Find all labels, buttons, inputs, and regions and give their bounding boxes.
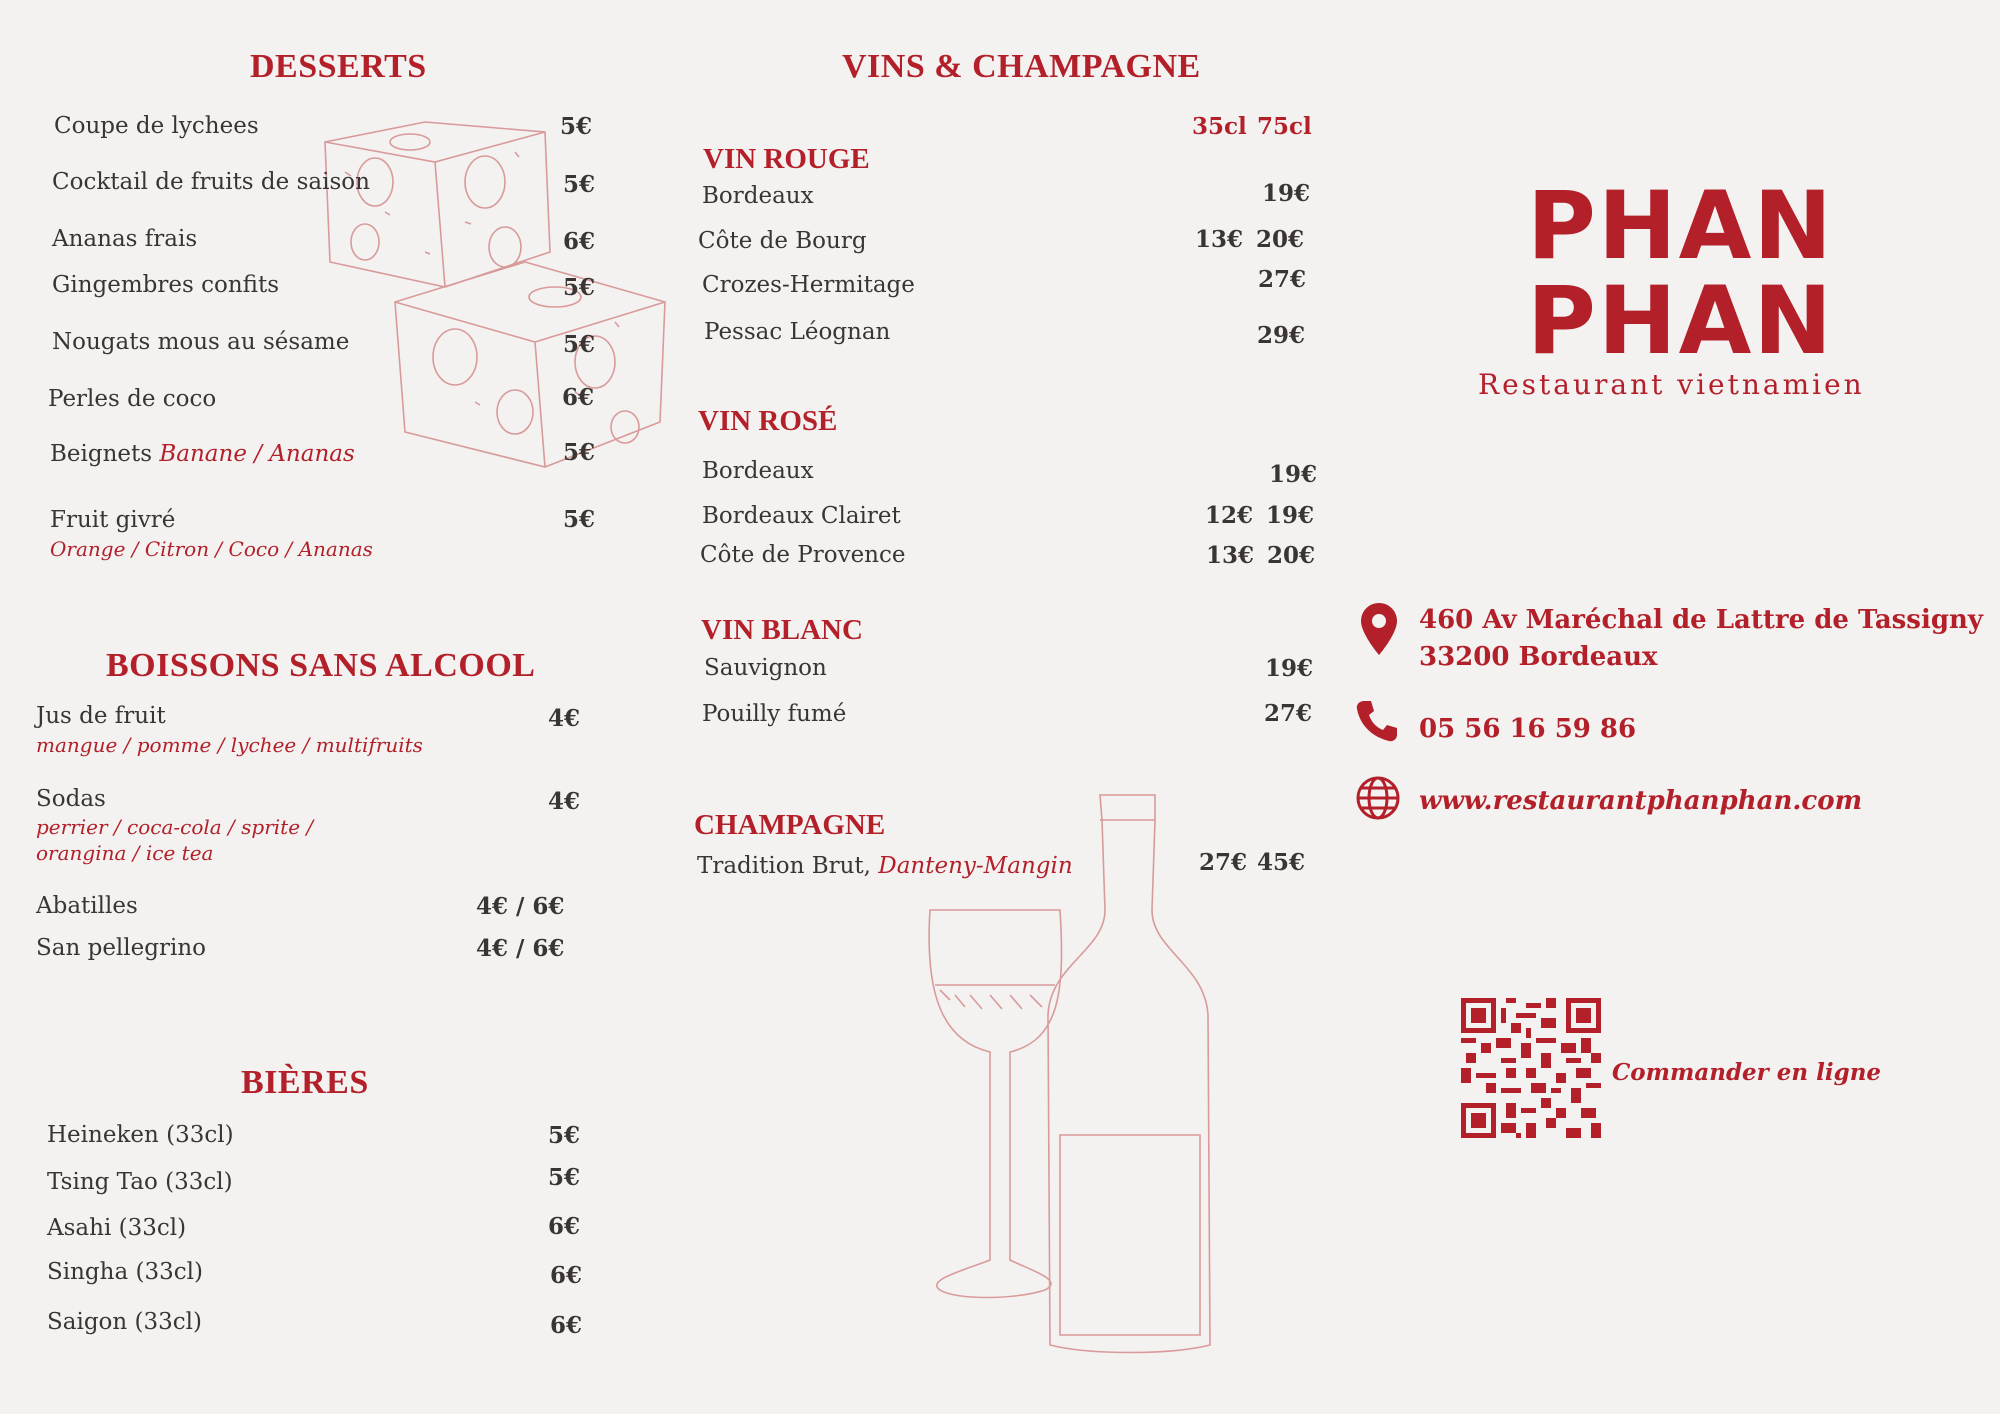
wine-name: Crozes-Hermitage: [702, 272, 915, 298]
biere-name: Saigon (33cl): [47, 1309, 202, 1335]
champagne-price-35cl: 27€: [1199, 849, 1248, 876]
wine-name: Bordeaux: [702, 458, 814, 484]
dessert-price: 5€: [563, 171, 596, 198]
wine-price-75cl: 20€: [1267, 542, 1316, 569]
bieres-title: BIÈRES: [241, 1064, 369, 1101]
wine-name: Pessac Léognan: [704, 319, 891, 345]
boisson-name: Jus de fruit: [36, 703, 166, 729]
vins-title: VINS & CHAMPAGNE: [842, 48, 1201, 85]
dessert-name: Nougats mous au sésame: [52, 329, 350, 355]
dessert-flavors: Orange / Citron / Coco / Ananas: [50, 537, 373, 561]
wine-name: Côte de Provence: [700, 542, 906, 568]
dessert-name: Cocktail de fruits de saison: [52, 169, 370, 195]
dessert-price: 6€: [562, 384, 595, 411]
vin-blanc-title: VIN BLANC: [701, 614, 863, 646]
wine-price-75cl: 19€: [1265, 655, 1314, 682]
dessert-price: 6€: [563, 228, 596, 255]
boisson-price: 4€ / 6€: [476, 935, 565, 962]
column-header-75cl: 75cl: [1257, 113, 1312, 140]
desserts-title: DESSERTS: [250, 48, 427, 85]
champagne-price-75cl: 45€: [1257, 849, 1306, 876]
dessert-price: 5€: [563, 506, 596, 533]
brand-line-2: PHAN: [1527, 267, 1834, 376]
vin-rouge-title: VIN ROUGE: [703, 143, 870, 175]
dessert-name: Ananas frais: [52, 226, 198, 252]
boisson-price: 4€: [548, 788, 581, 815]
qr-code[interactable]: [1461, 998, 1601, 1138]
champagne-label: Tradition Brut,: [697, 853, 871, 879]
wine-price-35cl: 13€: [1206, 542, 1255, 569]
boisson-price: 4€ / 6€: [476, 893, 565, 920]
wine-name: Bordeaux Clairet: [702, 503, 901, 529]
biere-name: Tsing Tao (33cl): [47, 1169, 233, 1195]
biere-price: 6€: [550, 1312, 583, 1339]
dessert-price: 5€: [563, 274, 596, 301]
biere-price: 5€: [548, 1122, 581, 1149]
boisson-flavors: mangue / pomme / lychee / multifruits: [36, 733, 423, 757]
champagne-title: CHAMPAGNE: [694, 809, 886, 841]
website-link[interactable]: www.restaurantphanphan.com: [1419, 786, 1863, 816]
wine-price-35cl: 12€: [1205, 502, 1254, 529]
dessert-price: 5€: [563, 439, 596, 466]
boisson-price: 4€: [548, 705, 581, 732]
column-header-35cl: 35cl: [1192, 113, 1247, 140]
wine-price-75cl: 29€: [1257, 322, 1306, 349]
boisson-flavors: orangina / ice tea: [36, 841, 214, 865]
wine-name: Côte de Bourg: [698, 228, 867, 254]
map-pin-icon: [1361, 603, 1397, 655]
biere-name: Heineken (33cl): [47, 1122, 234, 1148]
nougat-illustration: [315, 112, 675, 472]
wine-price-75cl: 19€: [1262, 180, 1311, 207]
wine-price-75cl: 20€: [1256, 226, 1305, 253]
wine-name: Bordeaux: [702, 183, 814, 209]
wine-price-75cl: 27€: [1264, 700, 1313, 727]
dessert-name: Fruit givré: [50, 507, 176, 533]
wine-price-75cl: 19€: [1269, 461, 1318, 488]
globe-icon: [1355, 775, 1401, 821]
vin-rose-title: VIN ROSÉ: [698, 405, 838, 437]
boisson-name: Abatilles: [36, 893, 138, 919]
wine-price-35cl: 13€: [1195, 226, 1244, 253]
dessert-price: 5€: [563, 331, 596, 358]
brand-line-1: PHAN: [1527, 172, 1834, 281]
dessert-name: [50, 441, 355, 467]
dessert-flavors: Banane / Ananas: [159, 441, 355, 467]
dessert-name-text: Beignets: [50, 441, 153, 467]
dessert-price: 5€: [560, 113, 593, 140]
dessert-name: Coupe de lychees: [54, 113, 259, 139]
boissons-title: BOISSONS SANS ALCOOL: [106, 647, 536, 684]
biere-name: Asahi (33cl): [47, 1215, 187, 1241]
champagne-producer: Danteny-Mangin: [878, 853, 1073, 879]
biere-price: 6€: [550, 1262, 583, 1289]
address-line-1: 460 Av Maréchal de Lattre de Tassigny: [1419, 605, 1984, 635]
brand-tagline: Restaurant vietnamien: [1478, 368, 1865, 401]
boisson-name: Sodas: [36, 786, 106, 812]
biere-price: 6€: [548, 1213, 581, 1240]
wine-price-75cl: 27€: [1258, 266, 1307, 293]
biere-name: Singha (33cl): [47, 1259, 203, 1285]
wine-price-75cl: 19€: [1266, 502, 1315, 529]
wine-name: Pouilly fumé: [702, 701, 847, 727]
order-online-label[interactable]: Commander en ligne: [1612, 1059, 1882, 1086]
phone-icon: [1355, 699, 1399, 743]
champagne-name: [697, 853, 1073, 879]
address-line-2: 33200 Bordeaux: [1419, 642, 1658, 672]
wine-name: Sauvignon: [704, 655, 827, 681]
dessert-name: Gingembres confits: [52, 272, 280, 298]
dessert-name: Perles de coco: [48, 386, 217, 412]
biere-price: 5€: [548, 1164, 581, 1191]
boisson-name: San pellegrino: [36, 935, 206, 961]
phone-number[interactable]: 05 56 16 59 86: [1419, 714, 1637, 744]
boisson-flavors: perrier / coca-cola / sprite /: [36, 815, 314, 839]
